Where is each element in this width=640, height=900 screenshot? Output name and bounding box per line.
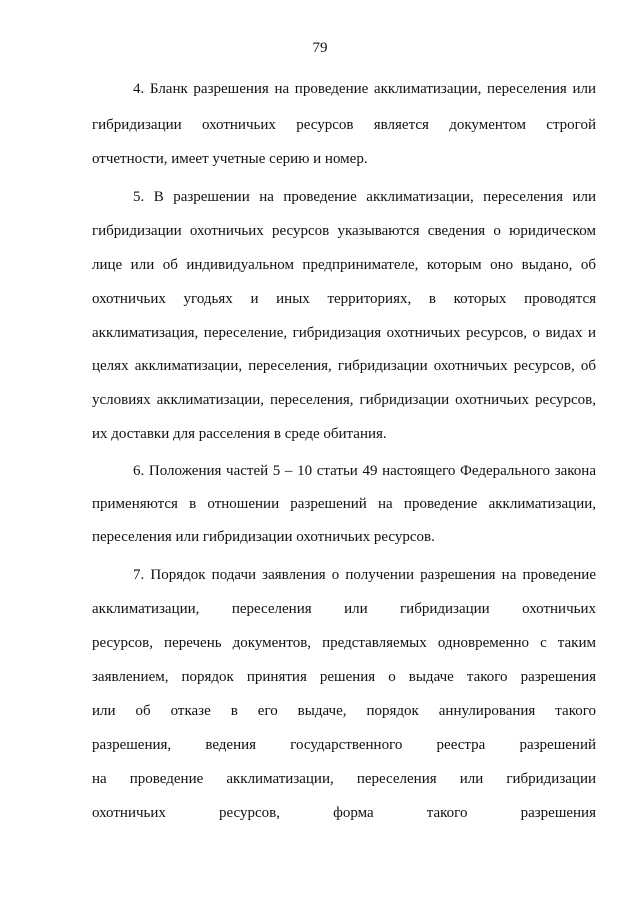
- paragraph-5-line-7: условиях акклиматизации, переселения, гибридизации охотничьих ресурсов,: [92, 392, 596, 408]
- paragraph-7-line-2: акклиматизации, переселения или гибридизации охотничьих: [92, 601, 596, 617]
- page-number: 79: [312, 40, 328, 56]
- paragraph-4-line-1: 4. Бланк разрешения на проведение акклиматизации, переселения или: [133, 81, 596, 97]
- paragraph-5-line-8: их доставки для расселения в среде обитания.: [92, 426, 387, 442]
- paragraph-7-line-4: заявлением, порядок принятия решения о выдаче такого разрешения: [92, 669, 596, 685]
- paragraph-5-line-4: охотничьих угодьях и иных территориях, в которых проводятся: [92, 291, 596, 307]
- paragraph-7-line-8: охотничьих ресурсов, форма такого разрешения: [92, 805, 596, 821]
- paragraph-7-line-7: на проведение акклиматизации, переселения или гибридизации: [92, 771, 596, 787]
- paragraph-6-line-1: 6. Положения частей 5 – 10 статьи 49 настоящего Федерального закона: [133, 463, 596, 479]
- paragraph-4-line-2: гибридизации охотничьих ресурсов является документом строгой: [92, 117, 596, 133]
- paragraph-7-line-5: или об отказе в его выдаче, порядок аннулирования такого: [92, 703, 596, 719]
- paragraph-5-line-6: целях акклиматизации, переселения, гибридизации охотничьих ресурсов, об: [92, 358, 596, 374]
- paragraph-5-line-5: акклиматизация, переселение, гибридизация охотничьих ресурсов, о видах и: [92, 325, 596, 341]
- paragraph-4-line-3: отчетности, имеет учетные серию и номер.: [92, 151, 368, 167]
- paragraph-7-line-1: 7. Порядок подачи заявления о получении разрешения на проведение: [133, 567, 596, 583]
- paragraph-6-line-2: применяются в отношении разрешений на проведение акклиматизации,: [92, 496, 596, 512]
- paragraph-5-line-1: 5. В разрешении на проведение акклиматизации, переселения или: [133, 189, 596, 205]
- paragraph-7-line-6: разрешения, ведения государственного реестра разрешений: [92, 737, 596, 753]
- paragraph-5-line-2: гибридизации охотничьих ресурсов указываются сведения о юридическом: [92, 223, 596, 239]
- paragraph-6-line-3: переселения или гибридизации охотничьих ресурсов.: [92, 529, 435, 545]
- paragraph-7-line-3: ресурсов, перечень документов, представляемых одновременно с таким: [92, 635, 596, 651]
- paragraph-5-line-3: лице или об индивидуальном предпринимателе, которым оно выдано, об: [92, 257, 596, 273]
